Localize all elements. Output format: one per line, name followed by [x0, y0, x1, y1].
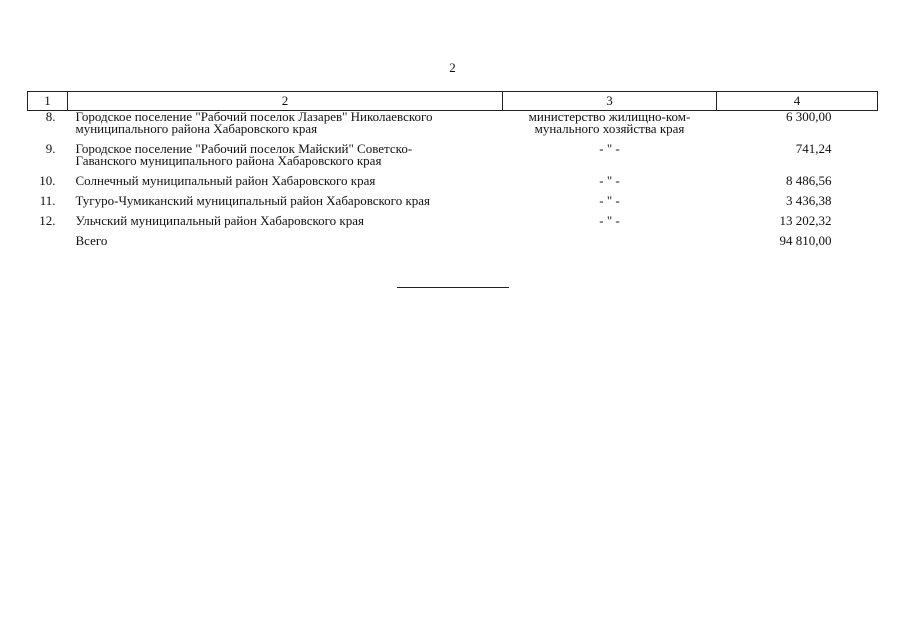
row-number: 8. — [45, 109, 56, 124]
allocation-table — [27, 91, 878, 255]
amount: 741,24 — [795, 141, 832, 156]
table-row — [28, 143, 878, 175]
table-body — [28, 111, 878, 256]
agency-line: мунального хозяйства края — [534, 121, 685, 136]
row-number: 12. — [39, 213, 56, 228]
amount: 8 486,56 — [786, 173, 832, 188]
table-row — [28, 195, 878, 215]
total-label: Всего — [75, 233, 108, 248]
agency: - " - — [599, 173, 620, 188]
end-of-document-rule — [397, 287, 509, 288]
agency — [503, 111, 717, 144]
agency-line: министерство жилищно-ком- — [528, 109, 691, 124]
allocation-table-container — [27, 91, 877, 255]
table-row — [28, 111, 878, 144]
column-header-2: 2 — [68, 92, 503, 111]
page-number: 2 — [449, 60, 456, 75]
table-row — [28, 175, 878, 195]
header-row — [28, 92, 878, 111]
column-header-4: 4 — [717, 92, 878, 111]
municipality-name: Солнечный муниципальный район Хабаровского края — [75, 173, 376, 188]
row-number: 10. — [39, 173, 56, 188]
amount: 13 202,32 — [779, 213, 832, 228]
municipality-name — [68, 143, 503, 175]
row-number-empty — [28, 235, 68, 255]
municipality-name-line: муниципального района Хабаровского края — [75, 121, 318, 136]
total-amount: 94 810,00 — [779, 233, 832, 248]
agency: - " - — [599, 141, 620, 156]
amount: 3 436,38 — [786, 193, 832, 208]
column-header-1: 1 — [28, 92, 68, 111]
municipality-name-line: Городское поселение "Рабочий поселок Лазарев" Николаевского — [75, 109, 433, 124]
agency: - " - — [599, 193, 620, 208]
municipality-name: Ульчский муниципальный район Хабаровского края — [75, 213, 364, 228]
agency-empty — [503, 235, 717, 255]
municipality-name-line: Городское поселение "Рабочий поселок Майский" Советско- — [75, 141, 413, 156]
table-row — [28, 215, 878, 235]
municipality-name-line: Гаванского муниципального района Хабаровского края — [75, 153, 382, 168]
agency: - " - — [599, 213, 620, 228]
row-number: 11. — [39, 193, 56, 208]
table-header — [28, 92, 878, 111]
row-number: 9. — [45, 141, 56, 156]
amount: 6 300,00 — [786, 109, 832, 124]
column-header-3: 3 — [503, 92, 717, 111]
municipality-name: Тугуро-Чумиканский муниципальный район Хабаровского края — [75, 193, 431, 208]
municipality-name — [68, 111, 503, 144]
total-row — [28, 235, 878, 255]
